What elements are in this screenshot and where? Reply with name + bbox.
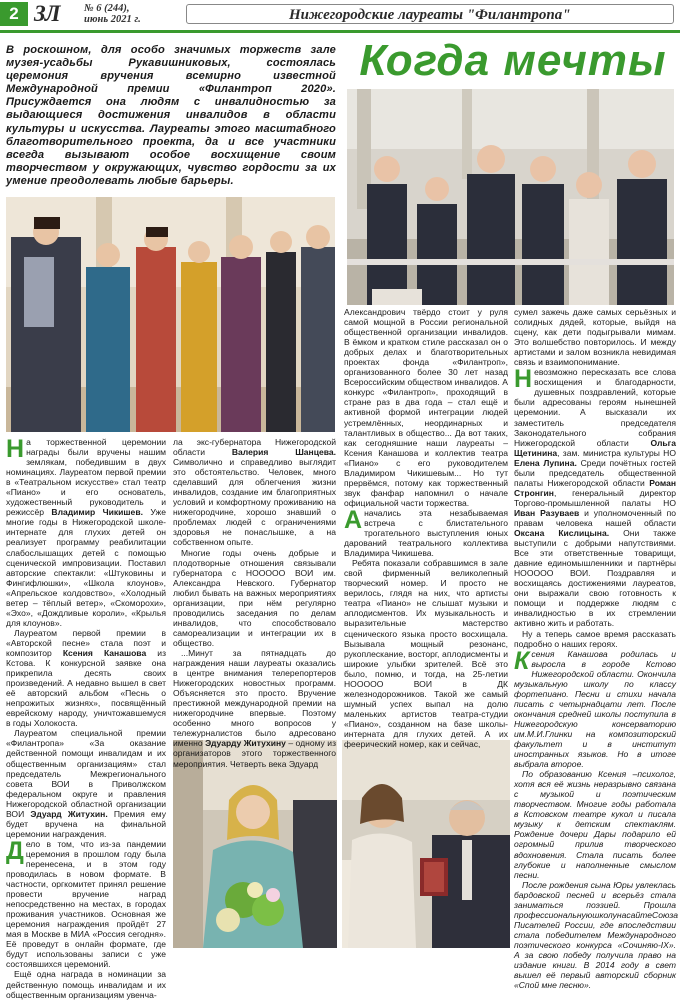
col1-paragraph-2: Лауреатом первой премии в «Авторской песне» стала поэт и композитор Ксения Канашова из Кстова. К конкурсной заявке она прикрепила десять своих произведений. А недавно вышел в свет её авторский альбом «Песнь о непрожитых жизнях», посвящённый еврейскому народу, уничтожавшемуся в годы Холокоста.: [6, 627, 166, 729]
issue-info: [84, 3, 141, 25]
laureate-flowers-photo: [173, 740, 337, 948]
col3-paragraph-1: Александрович твёрдо стоит у руля самой мощной в России региональной общественной организации инвалидов. В ёмком и кратком стиле рассказал он о добрых делах и благотворительных проектах фонда «Филантроп», организованного более 30 лет назад Всероссийским обществом инвалидов. А конкурс «Филантроп», проходящий в стране раз в два года – стал ещё и активной формой интеграции людей устремлённых, неординарных и талантливых в общество... Да вот таких, как сегодняшние наши лауреаты – Ксения Канашова и коллектив театра «Пиано» с его руководителем Владимиром Чикишевым... Но тут прервёмся, потому как торжественный звук фанфар напомнил о начале официальной части торжества.: [344, 307, 508, 508]
text-column-1: [6, 435, 166, 1000]
drop-cap: К: [514, 646, 530, 675]
text-column-3: [344, 307, 508, 750]
newspaper-logo: ЗЛ: [34, 1, 60, 26]
col2-paragraph-3: ...Минут за пятнадцать до награждения наши лауреаты оказались в центре внимания телерепортеров Нижегородских новостных программ. Объясняется это просто. Вручение престижной международной премии на нижегородчине впервые. Поэтому особенно много вопросов у тележурналистов было адресовано именно Эдуарду Житухину – одному из организаторов этого торжественного мероприятия. Четверть века Эдуард: [173, 647, 336, 769]
drop-cap: Н: [6, 435, 25, 463]
col1-paragraph-1: На торжественной церемонии награды были вручены нашим землякам, победившим в двух номинациях. Лауреатом первой премии в «Театральном искусстве» стал театр «Пиано» и его основатель, художественный руководитель и режиссёр Владимир Чикишев. Уже многие годы в Нижегородской школе-интернате для глухих детей он реализует программу реабилитации слабослышащих детей с помощью сценической импровизации. Поставил авторские спектакли: «Штуковины и Фингифлюшки», «Школа клоунов», «Апрельское колдовство», «Холодный ветер – тёплый ветер», «Скоморохи», «Эхо», «Дождливые короли», «Крылья для клоунов».: [6, 435, 166, 628]
col3-paragraph-2: Аначались эта незабываемая встреча с блистательного трогательного выступления юных дарований театрального коллектива Владимира Чикишева.: [344, 505, 508, 559]
article-lead: В роскошном, для особо значимых торжеств зале музея-усадьбы Рукавишниковых, состоялась церемония вручения всемирно известной Международной премии «Филантроп 2020». Присуждается она людям с инвалидностью за выдающиеся достижения инвалидов в области культуры и искусства. Лауреаты этого масштабного благотворительного проекта, да и все участники всегда вызывают особое восхищение своим творчеством у окружающих, чувство гордости за их умение преодолевать любые барьеры.: [6, 44, 336, 187]
col4-paragraph-6: После рождения сына Юры увлеклась бардовской песней и всерьёз стала заниматься поэзией. Прошла профессиональнуюшколунасайтеСоюза Писателей России, где впоследствии стала победителем Международного поэтического конкурса «Сочиняю-IX». А за свою победу получила право на издание книги. В 2014 году в свет вышел её первый авторский сборник «Спой мне песню».: [514, 879, 679, 991]
audience-photo: [347, 89, 674, 305]
text-column-4: [514, 307, 679, 991]
col1-paragraph-4: Дело в том, что из-за пандемии церемония в прошлом году была перенесена, и в этом году проводилась в новом формате. В частности, оргкомитет принял решение провести вручение наград непосредственно на местах, в городах проживания участников. Основная же церемония награждения пройдёт 27 мая в Москве в МИА «Россия сегодня». Её проведут в онлайн формате, где будут использованы записи с уже состоявшихся церемоний.: [6, 836, 166, 970]
col4-paragraph-5: По образованию Ксения –психолог, хотя вся её жизнь неразрывно связана с музыкой и поэтическим творчеством. Многие годы работала в Кстовском театре кукол и писала музыку к детским спектаклям. Рождение дочери Дары подарило ей огромный прилив творческого вдохновения. Стала писать более глубокие и наполненные смыслом песни.: [514, 769, 676, 880]
issue-date: июнь 2021 г.: [84, 14, 141, 25]
col2-paragraph-1: ла экс-губернатора Нижегородской области Валерия Шанцева. Символично и справедливо выглядит это обстоятельство. Человек, много сделавший для облегчения жизни инвалидов, создание им благоприятных условий и комфортному проживанию на нижегородчине, хорошо знавший о проблемах людей с ограничениями здоровья не понаслышке, а на собственном опыте.: [173, 437, 336, 548]
header-rule: [0, 30, 680, 33]
col3-paragraph-3: Ребята показали собравшимся в зале свой фирменный великолепный творческий номер. И просто не верилось, глядя на них, что артисты театра «Пиано» не слышат музыки и аплодисментов. Их музыкальность и выразительные мастерство сценического языка просто восхищала. Вызывала мощный резонанс, рукоплескание, восторг, аплодисменты и широкие улыбки зрителей. Всё это было, помню, и тогда, на 25-летии НООООО ВОИ в ДК железнодорожников. Такой же самый шумный успех выпал на долю маленьких артистов театра-студии «Пиано», созданном на базе школы-интерната для глухих детей. А их феерический номер, как и сейчас,: [344, 558, 508, 750]
drop-cap: А: [344, 505, 363, 534]
ksenia-bio: [514, 646, 679, 991]
page-number: 2: [0, 2, 28, 26]
col4-paragraph-4: Ксения Канашова родилась и выросла в городе Кстово Нижегородской области. Окончила музыкальную школу по классу фортепиано. Песни и стихи начала писать с четырнадцати лет. После окончания средней школы поступила в Нижегородскую консерваторию им.М.И.Глинки на композиторский факультет и в институт иностранных языков. Но в итоге выбрала второе.: [514, 646, 676, 770]
article-headline: Когда мечты: [359, 36, 667, 85]
text-column-2: [173, 437, 336, 769]
drop-cap: Д: [6, 836, 24, 865]
col4-paragraph-1: сумел зажечь даже самых серьёзных и солидных дядей, которые, выйдя на сцену, как дети подыгрывали мимам. Это волшебство повторилось. И между артистами и залом возникла невидимая связь и взаимопонимание.: [514, 307, 676, 368]
rubric-title: Нижегородские лауреаты "Филантропа": [186, 4, 674, 24]
col1-paragraph-5: Ещё одна награда в номинации за действенную помощь инвалидам и их общественным организациям увенча-: [6, 969, 166, 1000]
col2-paragraph-2: Многие годы очень добрые и плодотворные отношения связывали губернатора с НООООО ВОИ им. Александра Невского. Губернатор любил бывать на важных мероприятиях организации, при нём регулярно проводились заседания по делам инвалидов, что способствовало самореализации и интеграции их в общество.: [173, 547, 336, 648]
drop-cap: Н: [514, 365, 533, 394]
performers-photo: [6, 197, 335, 432]
col4-paragraph-2: Невозможно пересказать все слова восхищения и благодарности, душевных поздравлений, которые были адресованы героям нынешней церемонии. А высказали их заместитель председателя Законодательного собрания Нижегородской области Ольга Щетинина, зам. министра культуры НО Елена Лупина. Среди почётных гостей были председатель общественной палаты Нижегородской области Роман Стронгин, генеральный директор Торгово-промышленной палаты НО Иван Разуваев и уполномоченный по правам человека нашей области Оксана Кислицына. Они также выступили с добрыми напутствиями. Все эти ответственные товарищи, давние единомышленники и партнёры НООООО ВОИ. Поздравляя и восхищаясь достижениями лауреатов, они выражали свою готовность к помощи и поддержке людям с инвалидностью в их стремлении активно жить и работать.: [514, 365, 676, 629]
col4-paragraph-3: Ну а теперь самое время рассказать подробно о наших героях.: [514, 628, 676, 649]
issue-number: № 6 (244),: [84, 3, 130, 14]
col1-paragraph-3: Лауреатом специальной премии «Филантропа» «За оказание действенной помощи инвалидам и их общественным организациям» стал председатель Межрегионального совета ВОИ в Приволжском федеральном округе и правления Нижегородской областной организации ВОИ Эдуард Житухин. Премия ему будет вручена на финальной церемонии награждения.: [6, 728, 166, 839]
award-photo: [342, 740, 510, 948]
